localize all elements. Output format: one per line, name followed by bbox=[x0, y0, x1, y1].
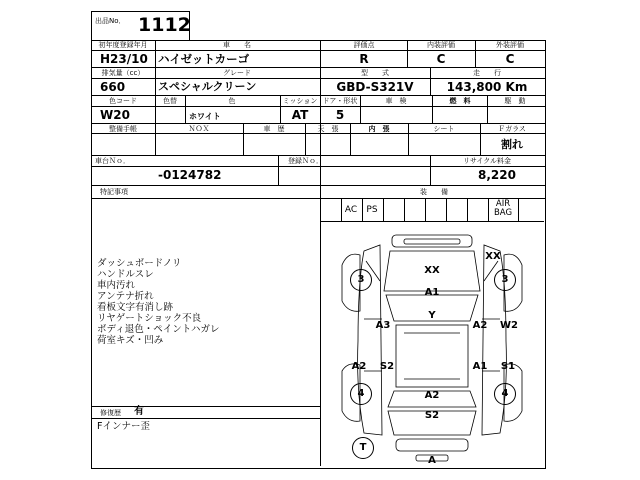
note-line: ボディ退色・ペイントハガレ bbox=[97, 324, 220, 335]
roof-lining-label: 天 張 bbox=[317, 125, 339, 133]
door-value: 5 bbox=[335, 108, 345, 122]
rule bbox=[408, 123, 409, 155]
mileage-label: 走 行 bbox=[473, 69, 501, 77]
rule bbox=[430, 155, 431, 185]
rule bbox=[467, 198, 468, 221]
lot-number: 1112 bbox=[138, 14, 191, 36]
rule bbox=[432, 95, 433, 123]
exterior-grade-label: 外装評価 bbox=[496, 41, 524, 49]
maintenance-book-label: 整備手帳 bbox=[109, 125, 137, 133]
model-type-value: GBD-S321V bbox=[336, 80, 414, 94]
rule bbox=[404, 198, 405, 221]
rule bbox=[91, 406, 321, 407]
note-line: ダッシュボードノリ bbox=[97, 258, 182, 269]
rule bbox=[91, 166, 546, 167]
model-type-label: 型 式 bbox=[361, 69, 389, 77]
tire-rear-left: 4 bbox=[350, 383, 372, 405]
mark-y: Y bbox=[428, 310, 436, 321]
fuel-label: 燃 料 bbox=[449, 97, 471, 105]
rule bbox=[350, 123, 351, 155]
color-change-label: 色替 bbox=[163, 97, 177, 105]
color-code-value: W20 bbox=[100, 108, 130, 122]
equipment-ac: AC bbox=[344, 205, 358, 215]
repair-history-value: 有 bbox=[134, 406, 144, 417]
rule bbox=[383, 198, 384, 221]
front-glass-value: 割れ bbox=[501, 138, 523, 151]
mission-value: AT bbox=[291, 108, 309, 122]
rule bbox=[91, 50, 546, 51]
color-label: 色 bbox=[228, 97, 236, 105]
note-line: リヤゲートショック不良 bbox=[97, 313, 202, 324]
equipment-header: 装 備 bbox=[420, 188, 448, 196]
grade-label: グレード bbox=[223, 69, 251, 77]
rule bbox=[155, 40, 156, 95]
displacement-label: 排気量（cc） bbox=[101, 69, 145, 77]
repair-history-label: 修復歴 bbox=[100, 409, 121, 417]
rule bbox=[407, 40, 408, 67]
note-line: ハンドルスレ bbox=[97, 269, 154, 280]
mark-a2-bottom: A2 bbox=[424, 390, 440, 401]
mark-a1-top: A1 bbox=[424, 287, 440, 298]
year-value: H23/10 bbox=[100, 52, 148, 66]
rule bbox=[518, 198, 519, 221]
rule bbox=[360, 95, 361, 123]
recycle-value: 8,220 bbox=[478, 168, 516, 182]
mark-w2: W2 bbox=[500, 320, 518, 331]
rule bbox=[280, 95, 281, 123]
rule bbox=[155, 123, 156, 155]
mark-a3-left: A3 bbox=[375, 320, 391, 331]
rule bbox=[425, 198, 426, 221]
equipment-airbag bbox=[486, 200, 520, 218]
tire-front-left: 3 bbox=[350, 269, 372, 291]
rule bbox=[243, 123, 244, 155]
rule bbox=[91, 78, 546, 79]
rule bbox=[487, 95, 488, 123]
rule bbox=[155, 95, 156, 123]
nox-label: ＮＯＸ bbox=[188, 125, 210, 133]
rule bbox=[446, 198, 447, 221]
tire-rear-right: 4 bbox=[494, 383, 516, 405]
exterior-grade-value: C bbox=[505, 52, 515, 66]
mark-a2-left: A2 bbox=[351, 361, 367, 372]
mission-label: ミッション bbox=[282, 97, 318, 105]
model-label: 車 名 bbox=[223, 41, 251, 49]
inspection-label: 車 検 bbox=[385, 97, 407, 105]
note-line: アンテナ折れ bbox=[97, 291, 154, 302]
rule bbox=[488, 198, 489, 221]
tire-front-right: 3 bbox=[494, 269, 516, 291]
rule bbox=[91, 185, 546, 186]
chassis-label: 車台Ｎｏ． bbox=[95, 157, 130, 165]
displacement-value: 660 bbox=[100, 80, 126, 94]
recycle-label: リサイクル料金 bbox=[462, 157, 512, 165]
mileage-value: 143,800 Km bbox=[446, 80, 528, 94]
door-label: ドア・形状 bbox=[322, 97, 358, 105]
note-line: 看板文字有消し跡 bbox=[97, 302, 174, 313]
score-value: R bbox=[359, 52, 369, 66]
color-value: ホワイト bbox=[189, 112, 221, 121]
seat-label: シート bbox=[433, 125, 455, 133]
mark-xx-center: XX bbox=[424, 265, 440, 276]
year-label: 初年度登録年月 bbox=[98, 41, 148, 49]
repair-note: Fインナー歪 bbox=[97, 421, 150, 432]
rule bbox=[362, 198, 363, 221]
rule bbox=[475, 40, 476, 67]
mark-a2-right: A2 bbox=[472, 320, 488, 331]
rule bbox=[305, 123, 306, 155]
chassis-value: -0124782 bbox=[158, 168, 222, 182]
rule bbox=[91, 155, 546, 156]
score-label: 評価点 bbox=[353, 41, 375, 49]
spare-tire: T bbox=[352, 437, 374, 459]
interior-grade-label: 内装評価 bbox=[427, 41, 455, 49]
rule bbox=[480, 123, 481, 155]
mark-s1: S1 bbox=[500, 361, 516, 372]
notes-header: 特記事項 bbox=[100, 188, 128, 196]
airbag-text: AIR BAG bbox=[493, 199, 513, 218]
mark-a1-right: A1 bbox=[472, 361, 488, 372]
interior-grade-value: C bbox=[436, 52, 446, 66]
car-diagram bbox=[320, 221, 544, 467]
rule bbox=[91, 123, 546, 124]
rule bbox=[91, 106, 546, 107]
inner-lining-label: 内 張 bbox=[368, 125, 390, 133]
mark-xx-top: XX bbox=[485, 251, 501, 262]
front-glass-label: Ｆガラス bbox=[498, 125, 526, 133]
model-value: ハイゼットカーゴ bbox=[158, 52, 250, 66]
mark-s2-left: S2 bbox=[379, 361, 395, 372]
mark-s2-bottom: S2 bbox=[424, 410, 440, 421]
note-line: 車内汚れ bbox=[97, 280, 136, 291]
rule bbox=[91, 67, 546, 68]
history-label: 車 歴 bbox=[263, 125, 285, 133]
rule bbox=[185, 95, 186, 123]
drive-label: 駆 動 bbox=[504, 97, 526, 105]
equipment-ps: PS bbox=[366, 205, 378, 215]
rule bbox=[91, 418, 321, 419]
lot-label: 出品No． bbox=[95, 17, 126, 25]
rule bbox=[91, 95, 546, 96]
registration-label: 登録Ｎｏ． bbox=[288, 157, 323, 165]
note-line: 荷室キズ・凹み bbox=[97, 335, 164, 346]
mark-a-bottom: A bbox=[428, 455, 436, 466]
rule bbox=[430, 67, 431, 95]
color-code-label: 色コード bbox=[109, 97, 137, 105]
grade-value: スペシャルクリーン bbox=[158, 80, 257, 93]
rule bbox=[341, 198, 342, 221]
rule bbox=[278, 155, 279, 185]
